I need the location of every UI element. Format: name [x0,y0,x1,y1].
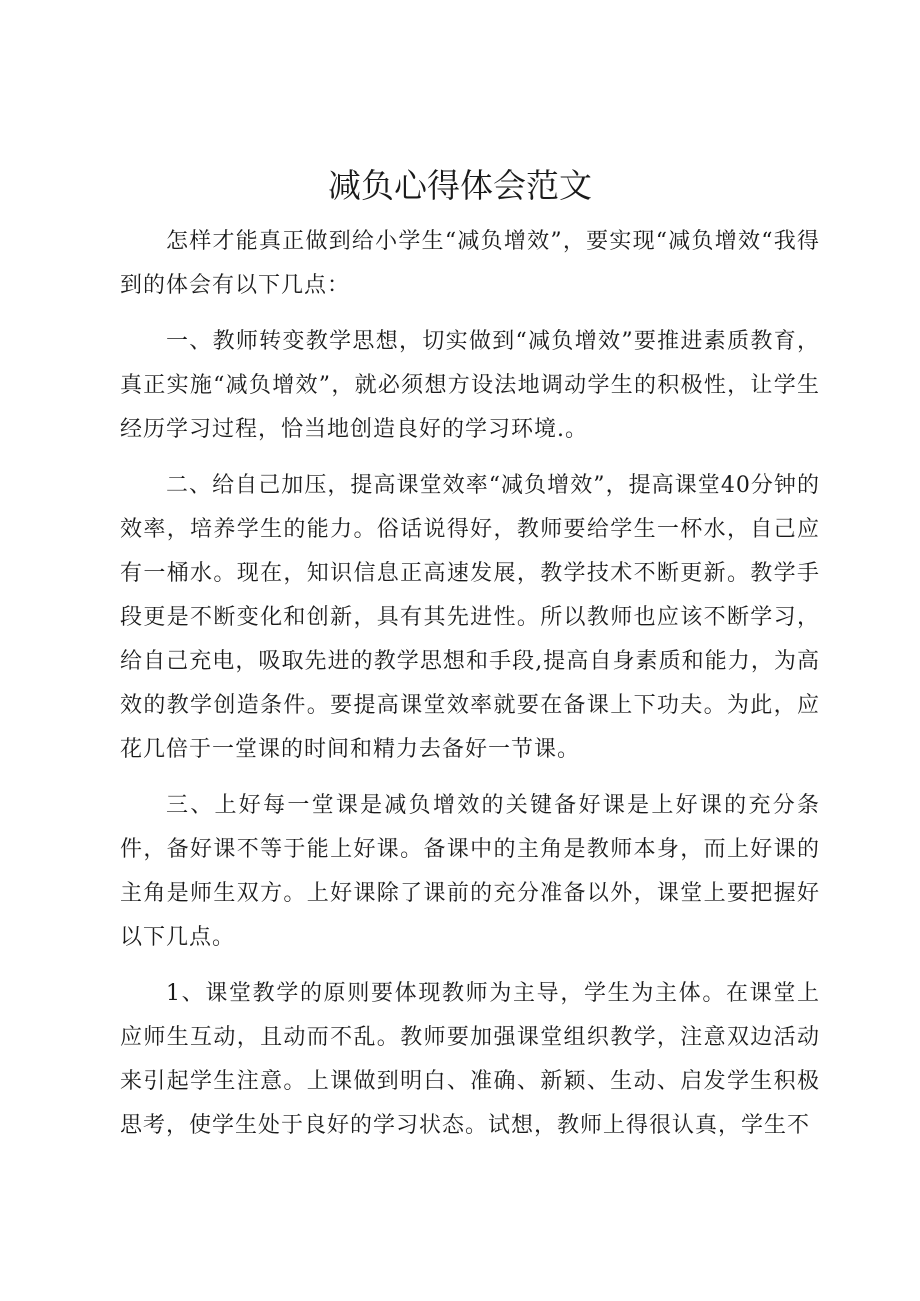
paragraph-point-1: 一、教师转变教学思想，切实做到“减负增效”要推进素质教育，真正实施“减负增效”，就必须想方设法地调动学生的积极性，让学生经历学习过程，恰当地创造良好的学习环境.。 [120,329,820,442]
paragraph-subpoint-1: 1、课堂教学的原则要体现教师为主导，学生为主体。在课堂上应师生互动，且动而不乱。教师要加强课堂组织教学，注意双边活动来引起学生注意。上课做到明白、准确、新颖、生动、启发学生积极思考，使学生处于良好的学习状态。试想，教师上得很认真，学生不 [120,981,820,1138]
paragraph-point-2: 二、给自己加压，提高课堂效率“减负增效”，提高课堂40分钟的效率，培养学生的能力。俗话说得好，教师要给学生一杯水，自己应有一桶水。现在，知识信息正高速发展，教学技术不断更新。教学手段更是不断变化和创新，具有其先进性。所以教师也应该不断学习，给自己充电，吸取先进的教学思想和手段,提高自身素质和能力，为高效的教学创造条件。要提高课堂效率就要在备课上下功夫。为此，应花几倍于一堂课的时间和精力去备好一节课。 [120,473,820,762]
document-body [120,220,820,1160]
paragraph-intro: 怎样才能真正做到给小学生“减负增效”，要实现“减负增效“我得到的体会有以下几点： [120,229,820,298]
document-title: 减负心得体会范文 [328,166,592,205]
paragraph-point-3: 三、上好每一堂课是减负增效的关键备好课是上好课的充分条件，备好课不等于能上好课。备课中的主角是教师本身，而上好课的主角是师生双方。上好课除了课前的充分准备以外，课堂上要把握好以下几点。 [120,793,820,950]
